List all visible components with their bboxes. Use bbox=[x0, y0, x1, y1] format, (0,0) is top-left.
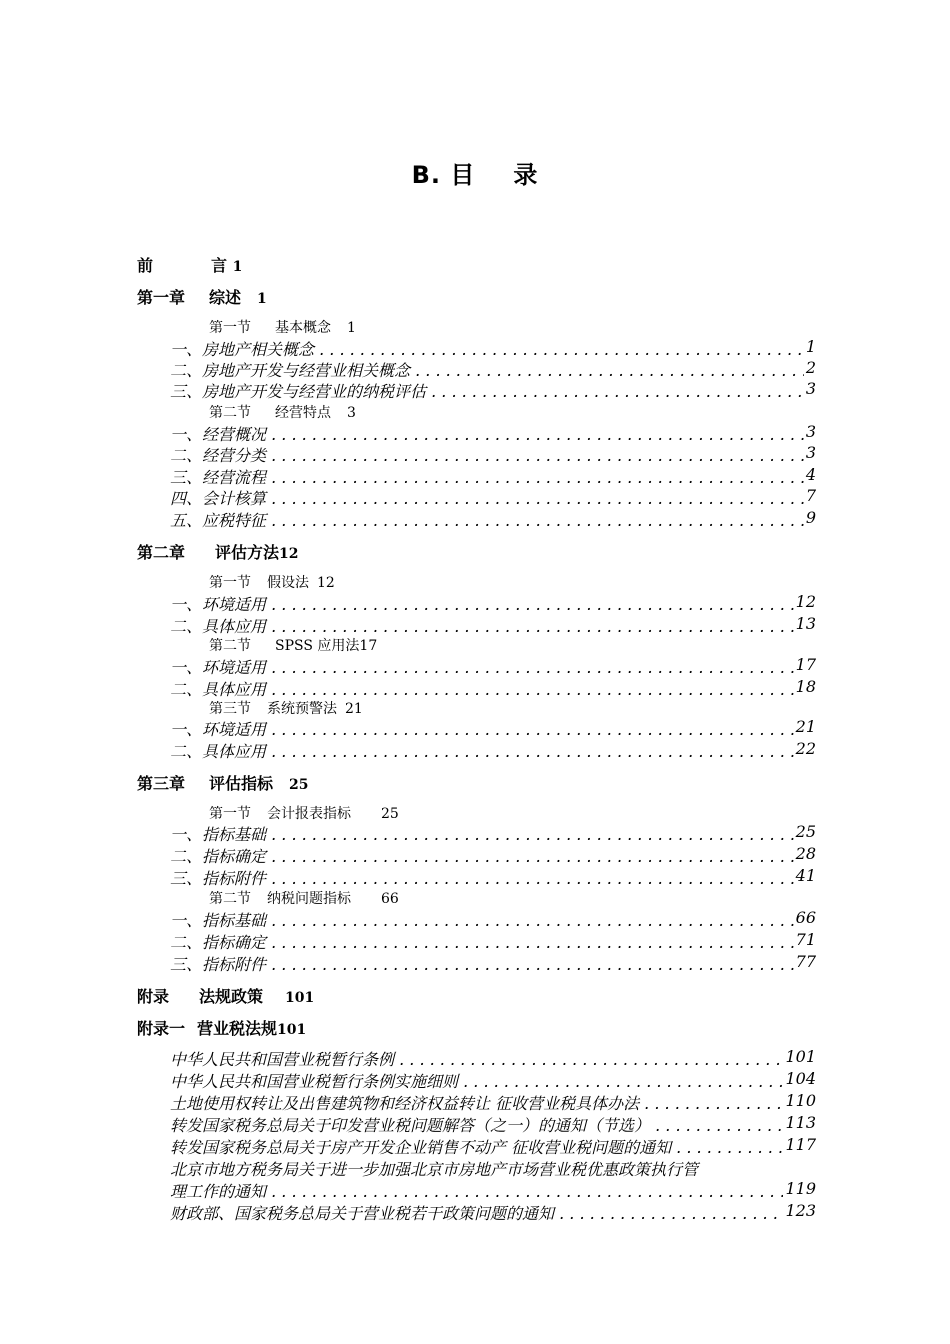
toc-section[interactable]: 第一节 基本概念 1 bbox=[209, 320, 356, 336]
toc-chapter-3[interactable]: 第三章 评估指标 25 bbox=[137, 774, 309, 793]
toc-item[interactable]: 一、指标基础 . . . 25 bbox=[170, 822, 816, 845]
toc-item[interactable]: 五、应税特征 . . . 9 bbox=[170, 508, 816, 531]
toc-item[interactable]: 四、会计核算 . . . 7 bbox=[170, 486, 816, 509]
toc-item[interactable]: 财政部、国家税务总局关于营业税若干政策问题的通知 . . . 123 bbox=[170, 1201, 816, 1224]
toc-item[interactable]: 二、经营分类 . . . 3 bbox=[170, 443, 816, 466]
toc-section[interactable]: 第二节 SPSS 应用法17 bbox=[209, 638, 378, 654]
toc-item[interactable]: 中华人民共和国营业税暂行条例实施细则 . . . 104 bbox=[170, 1069, 816, 1092]
page-number: 101 bbox=[285, 990, 315, 1006]
toc-item[interactable]: 一、房地产相关概念 . . . 1 bbox=[170, 337, 816, 360]
page-number: 101 bbox=[277, 1022, 307, 1038]
toc-section[interactable]: 第二节 纳税问题指标 66 bbox=[209, 891, 399, 907]
page-title bbox=[0, 155, 950, 190]
page-number: 12 bbox=[279, 546, 299, 562]
title-char-1: 目 bbox=[450, 161, 476, 189]
toc-item[interactable]: 二、指标确定 . . . 28 bbox=[170, 844, 816, 867]
toc-preface[interactable]: 前 言 1 bbox=[137, 256, 243, 275]
toc-item[interactable]: 二、房地产开发与经营业相关概念 . . . 2 bbox=[170, 358, 816, 381]
toc-item[interactable]: 一、指标基础 . . . 66 bbox=[170, 908, 816, 931]
toc-item[interactable]: 理工作的通知 . . . 119 bbox=[170, 1179, 816, 1202]
toc-item[interactable]: 一、环境适用 . . . 12 bbox=[170, 592, 816, 615]
toc-item[interactable]: 中华人民共和国营业税暂行条例 . . . 101 bbox=[170, 1047, 816, 1070]
toc-item[interactable]: 转发国家税务总局关于印发营业税问题解答（之一）的通知（节选） . . . 113 bbox=[170, 1113, 816, 1136]
toc-item[interactable]: 土地使用权转让及出售建筑物和经济权益转让 征收营业税具体办法 . . . 110 bbox=[170, 1091, 816, 1114]
title-prefix: B. bbox=[411, 161, 442, 189]
toc-item[interactable]: 二、指标确定 . . . 71 bbox=[170, 930, 816, 953]
toc-item[interactable]: 一、环境适用 . . . 21 bbox=[170, 717, 816, 740]
toc-item[interactable]: 三、指标附件 . . . 77 bbox=[170, 952, 816, 975]
toc-section[interactable]: 第二节 经营特点 3 bbox=[209, 405, 356, 421]
toc-chapter-1[interactable]: 第一章 综述 1 bbox=[137, 288, 267, 307]
toc-item[interactable]: 二、具体应用 . . . 13 bbox=[170, 614, 816, 637]
toc-item[interactable]: 二、具体应用 . . . 22 bbox=[170, 739, 816, 762]
toc-item[interactable]: 三、经营流程 . . . 4 bbox=[170, 465, 816, 488]
toc-chapter-2[interactable]: 第二章 评估方法12 bbox=[137, 543, 299, 562]
toc-item[interactable]: 一、环境适用 . . . 17 bbox=[170, 655, 816, 678]
toc-item[interactable]: 三、房地产开发与经营业的纳税评估 . . . 3 bbox=[170, 379, 816, 402]
toc-section[interactable]: 第一节 会计报表指标 25 bbox=[209, 806, 399, 822]
page-number: 1 bbox=[257, 291, 267, 307]
toc-section[interactable]: 第一节 假设法 12 bbox=[209, 575, 335, 591]
toc-item[interactable]: 二、具体应用 . . . 18 bbox=[170, 677, 816, 700]
title-char-2: 录 bbox=[513, 161, 539, 189]
page-number: 1 bbox=[232, 259, 243, 275]
page-number: 25 bbox=[289, 777, 309, 793]
toc-item[interactable]: 一、经营概况 . . . 3 bbox=[170, 422, 816, 445]
toc-item[interactable]: 转发国家税务总局关于房产开发企业销售不动产 征收营业税问题的通知 . . . 117 bbox=[170, 1135, 816, 1158]
toc-appendix-1[interactable]: 附录一 营业税法规101 bbox=[137, 1019, 307, 1038]
toc-item[interactable]: 三、指标附件 . . . 41 bbox=[170, 866, 816, 889]
toc-item-line[interactable]: 北京市地方税务局关于进一步加强北京市房地产市场营业税优惠政策执行管 bbox=[170, 1160, 699, 1179]
toc-section[interactable]: 第三节 系统预警法 21 bbox=[209, 701, 363, 717]
toc-appendix[interactable]: 附录 法规政策 101 bbox=[137, 987, 315, 1006]
